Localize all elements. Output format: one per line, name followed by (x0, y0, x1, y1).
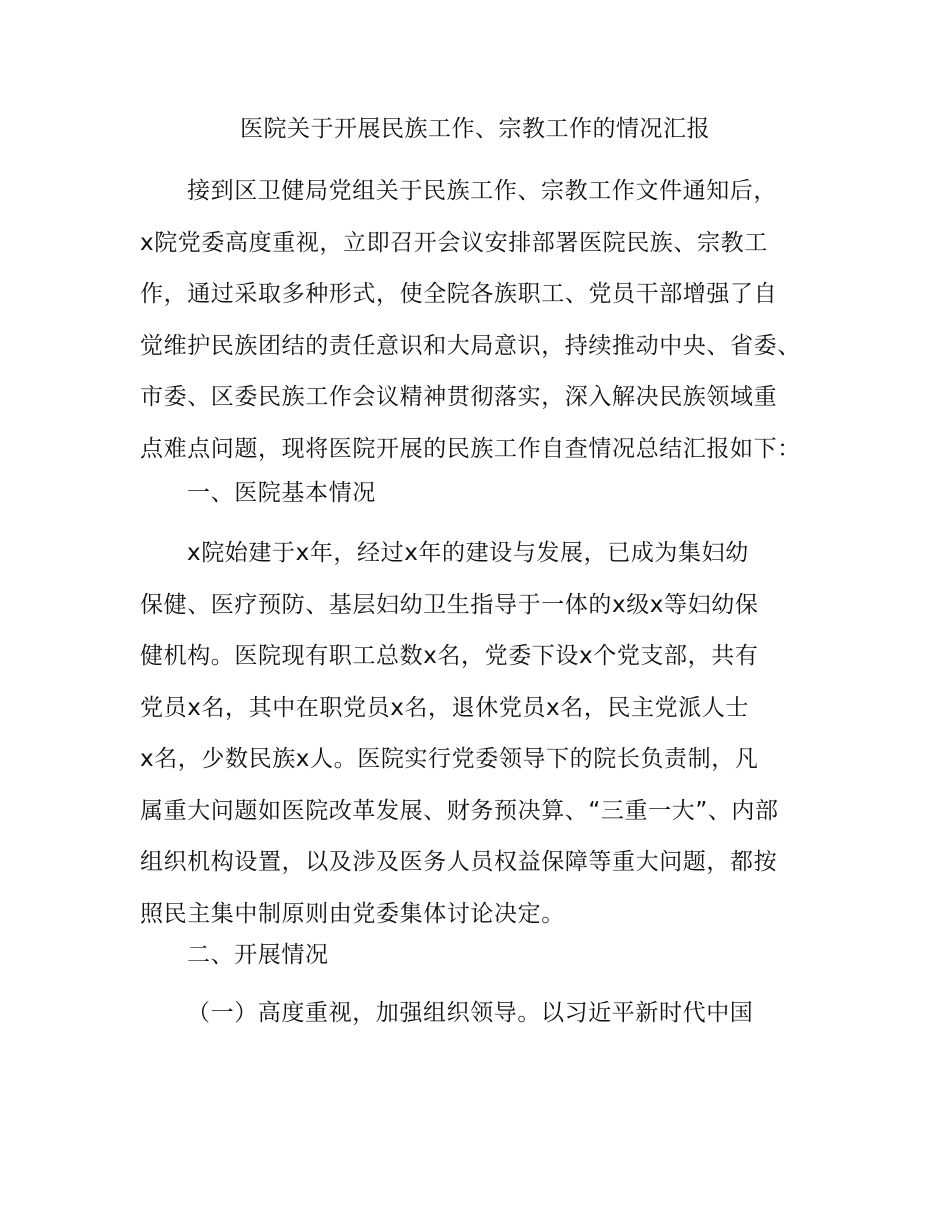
section1-heading-block (140, 468, 840, 520)
paragraph-line: 点难点问题，现将医院开展的民族工作自查情况总结汇报如下： (140, 435, 801, 462)
paragraph-line: 健机构。医院现有职工总数x名，党委下设x个党支部，共有 (140, 643, 759, 669)
subsection1-paragraph (140, 988, 840, 1040)
paragraph-line: 党员x名，其中在职党员x名，退休党员x名，民主党派人士 (140, 694, 750, 721)
section2-heading-block (140, 930, 840, 982)
section1-heading: 一、医院基本情况 (187, 480, 376, 506)
paragraph-line: 作，通过采取多种形式，使全院各族职工、党员干部增强了自 (140, 281, 778, 307)
section2-heading: 二、开展情况 (187, 942, 329, 968)
paragraph-line: x名，少数民族x人。医院实行党委领导下的院长负责制，凡 (140, 746, 759, 772)
document-title: 医院关于开展民族工作、宗教工作的情况汇报 (240, 116, 710, 142)
paragraph-line: 接到区卫健局党组关于民族工作、宗教工作文件通知后， (187, 178, 777, 204)
paragraph-line: x院党委高度重视，立即召开会议安排部署医院民族、宗教工 (140, 229, 768, 256)
paragraph-line: 照民主集中制原则由党委集体讨论决定。 (140, 900, 565, 927)
section1-paragraph (140, 528, 840, 940)
paragraph-line: 组织机构设置，以及涉及医务人员权益保障等重大问题，都按 (140, 849, 778, 875)
paragraph-line: 保健、医疗预防、基层妇幼卫生指导于一体的x级x等妇幼保 (140, 591, 759, 618)
paragraph-line: 属重大问题如医院改革发展、财务预决算、“三重一大”、内部 (140, 797, 779, 824)
paragraph-line: （一）高度重视，加强组织领导。以习近平新时代中国 (187, 1000, 754, 1026)
paragraph-line: x院始建于x年，经过x年的建设与发展，已成为集妇幼 (187, 540, 749, 566)
intro-paragraph (140, 166, 840, 475)
paragraph-line: 觉维护民族团结的责任意识和大局意识，持续推动中央、省委、 (140, 332, 801, 359)
paragraph-line: 市委、区委民族工作会议精神贯彻落实，深入解决民族领域重 (140, 384, 778, 410)
